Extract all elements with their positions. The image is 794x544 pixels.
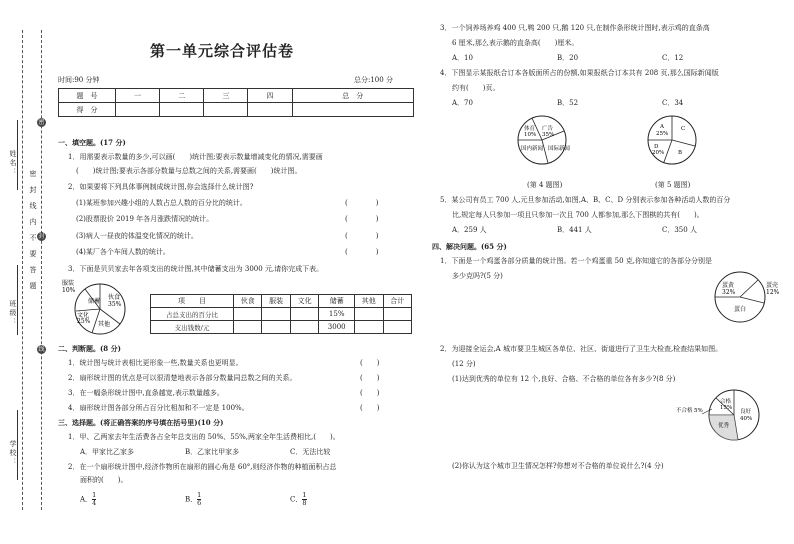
score-header: 四: [248, 89, 292, 103]
expense-header: 伙食: [234, 295, 262, 308]
s1-q2-blank-4[interactable]: ( ): [345, 248, 379, 256]
s3-q3-opt-c[interactable]: C．12: [662, 54, 684, 62]
pie-label-culture-pct: 25%: [77, 318, 91, 325]
s3-q1-opt-b[interactable]: B．乙家比甲家多: [185, 448, 240, 456]
section1-title: 一、填空题。(17 分): [58, 138, 126, 147]
pie4-label-intl: 国际新闻: [548, 146, 571, 152]
s2-item-1: 1．统计图与统计表相比更形象一些,数量关系也更明显。: [68, 359, 243, 367]
school-label: 学校：: [9, 440, 17, 467]
expense-cell[interactable]: [234, 308, 262, 321]
insp-label-qualified: 合格: [720, 399, 732, 405]
expense-cell[interactable]: [262, 308, 290, 321]
section3-title: 三、选择题。(将正确答案的序号填在括号里)(10 分): [58, 418, 224, 427]
pie4-label-sport-pct: 10%: [524, 132, 537, 138]
s1-q2-item-4: (4)某厂各个车间人数的统计。: [76, 248, 170, 256]
score-header: 一: [116, 89, 160, 103]
expense-cell[interactable]: [234, 321, 262, 334]
insp-label-excellent: 优秀: [718, 423, 730, 429]
total-label: 总分:100 分: [354, 76, 393, 84]
pie4-label-ad-pct: 35%: [542, 132, 555, 138]
opt-label: A．: [80, 495, 93, 504]
expense-header: 其他: [355, 295, 383, 308]
score-cell[interactable]: [292, 103, 413, 117]
s1-q2-item-2: (2)股票股价 2019 年各月涨跌情况的统计。: [76, 215, 214, 223]
s1-q2-item-3: (3)病人一昼夜的体温变化情况的统计。: [76, 232, 198, 240]
expense-header: 服装: [262, 295, 290, 308]
score-cell[interactable]: [116, 103, 160, 117]
egg-label-yolk-pct: 32%: [722, 289, 736, 296]
expense-cell[interactable]: [355, 321, 383, 334]
binding-line-inner: [41, 30, 42, 510]
s3-q1: 1．甲、乙两家去年生活费各占全年总支出的 50%、55%,两家全年生活费相比,( )。: [68, 433, 340, 441]
pie4-label-domestic: 国内新闻: [521, 146, 544, 152]
expense-cell[interactable]: [290, 321, 318, 334]
s3-q3-opt-a[interactable]: A．10: [452, 54, 473, 62]
insp-label-unqualified-pct: 5%: [694, 408, 703, 414]
class-label: 班级：: [9, 300, 17, 327]
s3-q1-opt-c[interactable]: C．无法比较: [290, 448, 331, 456]
section2-title: 二、判断题。(8 分): [58, 344, 121, 353]
s2-item-2: 2．扇形统计图的优点是可以很清楚地表示各部分数量同总数之间的关系。: [68, 374, 297, 382]
activity-pie-chart: [640, 108, 704, 172]
s1-q2-blank-2[interactable]: ( ): [345, 215, 379, 223]
s3-q4-line1: 4．下图显示某报纸合订本各版面所占的份额,如果报纸合订本共有 208 页,那么国际新闻版: [440, 69, 719, 77]
s4-q2-line1: 2．为迎接全运会,A 城市要卫生城区各单位、社区、街道进行了卫生大检查,检查结果如图。: [440, 345, 723, 353]
time-label: 时间:90 分钟: [58, 76, 100, 84]
expense-pie-chart: [60, 278, 140, 340]
pie-label-savings: 储蓄: [88, 298, 101, 305]
s2-item-3: 3．在一幅条形统计图中,直条越宽,表示数量越多。: [68, 389, 224, 397]
inspection-pie-chart: [676, 384, 770, 446]
s3-q2-line2: 面积的( )。: [80, 476, 128, 484]
s1-q2-blank-1[interactable]: ( ): [345, 199, 379, 207]
s4-q2-line2: (12 分): [452, 360, 476, 368]
s1-q2: 2．如果要将下列具体事例制成统计图,你会选择什么统计图?: [68, 183, 254, 191]
pie-label-food-pct: 35%: [108, 301, 122, 308]
name-label: 姓名：: [9, 150, 17, 177]
s2-blank-4[interactable]: ( ): [360, 404, 380, 412]
s1-q3: 3．下面是贝贝家去年各项支出的统计图,其中储蓄支出为 3000 元,请你完成下表。: [68, 265, 324, 273]
insp-label-unqualified: 不合格: [676, 408, 693, 414]
expense-cell[interactable]: [290, 308, 318, 321]
expense-table: [150, 294, 412, 334]
caption-q4: (第 4 题图): [527, 181, 563, 189]
pie5-label-a: A: [660, 124, 664, 130]
s2-item-4: 4．扇形统计图各部分所占百分比相加和不一定是 100%。: [68, 404, 249, 412]
expense-header: 项 目: [151, 295, 234, 308]
s3-q2-line1: 2．在一个扇形统计图中,经济作物所在扇形的圆心角是 60°,则经济作物的种植面积占总: [68, 463, 337, 471]
insp-label-good-pct: 40%: [740, 416, 753, 422]
name-underline: [17, 120, 18, 190]
page-title: 第一单元综合评估卷: [150, 42, 295, 60]
expense-cell[interactable]: [355, 308, 383, 321]
score-row-label: 得 分: [59, 103, 116, 117]
s2-blank-3[interactable]: ( ): [360, 389, 380, 397]
s3-q4-opt-c[interactable]: C．34: [662, 99, 684, 107]
pie-label-culture: 文化: [77, 312, 90, 319]
expense-row-label: 占总支出的百分比: [151, 308, 234, 321]
caption-q5: (第 5 题图): [655, 181, 691, 189]
seal-text: 密封线内不要答题: [29, 170, 37, 298]
s1-q2-blank-3[interactable]: ( ): [345, 232, 379, 240]
s3-q4-opt-a[interactable]: A．70: [452, 99, 473, 107]
pie5-label-a-pct: 25%: [656, 131, 669, 137]
fraction: $\frac{1}{6}$: [197, 491, 202, 507]
binding-line: [22, 30, 23, 510]
s3-q4-opt-b[interactable]: B．52: [557, 99, 579, 107]
s3-q2-opt-a[interactable]: [80, 492, 96, 507]
s3-q2-opt-c[interactable]: [290, 492, 307, 507]
expense-cell[interactable]: [262, 321, 290, 334]
pie-divider: [76, 309, 100, 311]
pie5-label-c: C: [681, 126, 686, 132]
s2-blank-1[interactable]: ( ): [360, 359, 380, 367]
score-header: 题 号: [59, 89, 116, 103]
fraction: $\frac{1}{4}$: [92, 491, 97, 507]
score-header: 总 分: [292, 89, 413, 103]
score-header: 二: [160, 89, 204, 103]
expense-cell[interactable]: [383, 321, 411, 334]
s3-q1-opt-a[interactable]: A．甲家比乙家多: [80, 448, 135, 456]
s3-q5-line1: 5．某公司有员工 700 人,元旦参加活动,如图,A、B、C、D 分别表示参加各种活动人数的百分: [440, 196, 731, 204]
pie5-label-d-pct: 20%: [652, 150, 665, 156]
insp-label-qualified-pct: 15%: [720, 405, 733, 411]
score-cell[interactable]: [248, 103, 292, 117]
s4-q1-line1: 1．下面是一个鸡蛋各部分质量的统计图。若一个鸡蛋重 50 克,你知道它的各部分分别是: [440, 257, 713, 265]
pie5-label-b: B: [678, 150, 683, 156]
section4-title: 四、解决问题。(65 分): [432, 242, 507, 251]
s3-q5-line2: 比,规定每人只参加一项且只参加一次且 700 人都参加,那么下围棋的共有( )。: [452, 211, 704, 219]
s3-q3-line2: 6 厘米,那么表示鹅的直条高( )厘米。: [452, 39, 579, 47]
insp-label-good: 良好: [740, 409, 752, 415]
s1-q2-item-1: (1)某班参加兴趣小组的人数占总人数的百分比的统计。: [76, 199, 247, 207]
expense-cell: 3000: [319, 321, 355, 334]
pie-label-food: 伙食: [108, 294, 121, 301]
egg-label-shell: 蛋壳: [766, 282, 779, 289]
s3-q5-opt-a[interactable]: A．259 人: [452, 226, 487, 234]
expense-header: 文化: [290, 295, 318, 308]
s4-q2-sub1: (1)达到优秀的单位有 12 个,良好、合格、不合格的单位各有多少?(8 分): [452, 375, 676, 383]
s4-q1-line2: 多少克吗?(5 分): [452, 272, 503, 280]
pie5-label-d: D: [654, 144, 659, 150]
school-underline: [17, 410, 18, 480]
pie4-label-ad: 广告: [542, 126, 554, 132]
pie4-label-sport: 体育: [524, 126, 536, 132]
score-cell[interactable]: [204, 103, 248, 117]
pie-label-clothing-pct: 10%: [62, 287, 76, 294]
s3-q5-opt-b[interactable]: B．441 人: [557, 226, 592, 234]
s3-q5-opt-c[interactable]: C．350 人: [662, 226, 697, 234]
expense-cell[interactable]: [383, 308, 411, 321]
seal-mark-3: 线: [38, 346, 45, 353]
expense-header: 合计: [383, 295, 411, 308]
expense-header: 储蓄: [319, 295, 355, 308]
score-table: [58, 88, 414, 117]
egg-pie-chart: [700, 266, 780, 328]
egg-label-white: 蛋白: [734, 306, 747, 313]
s3-q3-opt-b[interactable]: B．20: [557, 54, 579, 62]
score-cell[interactable]: [160, 103, 204, 117]
fraction: $\frac{1}{8}$: [302, 491, 307, 507]
expense-cell: 15%: [319, 308, 355, 321]
egg-label-yolk: 蛋黄: [722, 282, 735, 289]
class-underline: [17, 265, 18, 335]
pie-label-other: 其他: [98, 321, 111, 328]
opt-label: C．: [290, 495, 303, 504]
s2-blank-2[interactable]: ( ): [360, 374, 380, 382]
egg-label-shell-pct: 12%: [766, 289, 780, 296]
s3-q2-opt-b[interactable]: [185, 492, 201, 507]
newspaper-pie-chart: [510, 108, 574, 172]
seal-mark-2: 封: [38, 233, 45, 240]
s3-q4-line2: 约有( )页。: [452, 84, 500, 92]
s1-q1-line1: 1．用需要表示数量的多少,可以画( )统计图;要表示数量增减变化的情况,需要画: [68, 153, 323, 161]
opt-label: B．: [185, 495, 198, 504]
s4-q2-sub2: (2)你认为这个城市卫生情况怎样?你想对不合格的单位说什么?(4 分): [452, 462, 664, 470]
score-header: 三: [204, 89, 248, 103]
expense-row-label: 支出钱数/元: [151, 321, 234, 334]
pie-label-clothing: 服装: [62, 280, 75, 287]
s3-q3-line1: 3．一个饲养场养鸡 400 只,鸭 200 只,鹅 120 只,在制作条形统计图时,表示鸡的直条高: [440, 24, 710, 32]
s1-q1-line2: ( )统计图;要表示各部分数量与总数之间的关系,需要画( )统计图。: [76, 167, 302, 175]
seal-mark-1: 密: [38, 119, 45, 126]
